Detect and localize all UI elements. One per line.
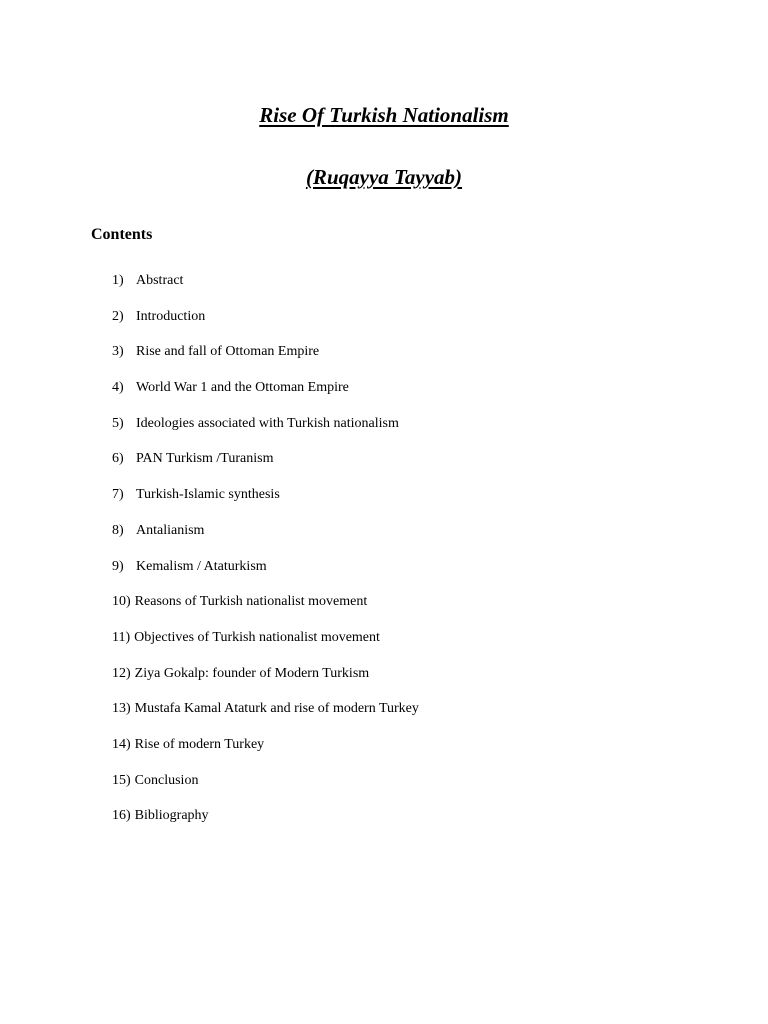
toc-item-text: Abstract <box>136 273 184 288</box>
toc-item <box>112 772 419 808</box>
toc-item-number: 13) <box>112 701 131 717</box>
table-of-contents <box>112 272 419 843</box>
toc-item-number: 15) <box>112 772 131 788</box>
toc-item-number: 3) <box>112 344 124 360</box>
toc-item-number: 9) <box>112 558 124 574</box>
toc-item-text: Antalianism <box>136 522 205 538</box>
document-title: Rise Of Turkish Nationalism <box>259 103 509 127</box>
toc-item-text: Mustafa Kamal Ataturk and rise of modern Turkey <box>134 701 419 717</box>
toc-item <box>112 450 419 486</box>
toc-item <box>112 807 419 843</box>
toc-item-text: Conclusion <box>134 772 199 788</box>
toc-item-text: Turkish-Islamic synthesis <box>136 487 280 503</box>
toc-item <box>112 629 419 665</box>
toc-item-number: 4) <box>112 380 124 396</box>
toc-item-number: 2) <box>112 308 124 324</box>
toc-item <box>112 308 419 344</box>
toc-item-text: Bibliography <box>134 808 209 824</box>
toc-item-number: 5) <box>112 415 124 431</box>
toc-item <box>112 415 419 451</box>
toc-item <box>112 736 419 772</box>
toc-item-number: 12) <box>112 665 131 681</box>
contents-heading: Contents <box>91 226 153 243</box>
toc-item-text: PAN Turkism /Turanism <box>136 451 274 467</box>
toc-item <box>112 343 419 379</box>
toc-item <box>112 593 419 629</box>
toc-item-text: Kemalism / Ataturkism <box>136 558 267 574</box>
toc-item-number: 10) <box>112 594 131 610</box>
toc-item-number: 8) <box>112 522 124 538</box>
toc-item-number: 7) <box>112 487 124 503</box>
toc-item-number: 11) <box>112 629 131 645</box>
toc-item <box>112 522 419 558</box>
document-author: (Ruqayya Tayyab) <box>305 165 463 189</box>
toc-item-text: Objectives of Turkish nationalist movement <box>134 629 380 645</box>
toc-item-number: 6) <box>112 451 124 467</box>
toc-item-number: 16) <box>112 808 131 824</box>
toc-item-text: Rise of modern Turkey <box>134 736 265 752</box>
toc-item-text: Ziya Gokalp: founder of Modern Turkism <box>134 665 370 681</box>
toc-item-text: World War 1 and the Ottoman Empire <box>136 380 349 396</box>
toc-item <box>112 558 419 594</box>
toc-item-text: Ideologies associated with Turkish nationalism <box>136 415 399 431</box>
toc-item <box>112 272 419 308</box>
toc-item <box>112 665 419 701</box>
toc-item-text: Reasons of Turkish nationalist movement <box>134 594 368 610</box>
toc-item-text: Introduction <box>136 308 206 324</box>
toc-item-number: 14) <box>112 736 131 752</box>
toc-item <box>112 379 419 415</box>
toc-item-number: 1) <box>112 273 124 288</box>
toc-item-text: Rise and fall of Ottoman Empire <box>136 344 320 360</box>
toc-item <box>112 700 419 736</box>
toc-item <box>112 486 419 522</box>
